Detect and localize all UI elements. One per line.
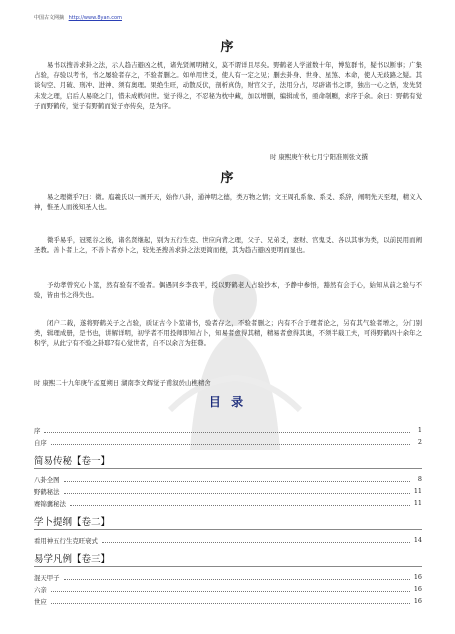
second-preface-paragraph-1: 易之理微乎?曰：微。庖羲氏以一画开天，始作八卦，通神明之德，类万物之情；文王周孔系象、系爻、系辞，阐明先天至理，精义入神，惟圣人而後知圣人也。 xyxy=(34,193,422,212)
toc-row-label: 世应 xyxy=(34,597,47,606)
preface-body: 易书以搜善求卦之法，示人趋吉避凶之机，诸先贤阐明精义，莫不谓详且尽矣。野鹤老人学道数十年，博览群书，疑书以断事；广集占验，存验以考书，书之屡验者存之，不验者删之。如单用世爻，使人有一定之见；删去卦身、世身、星煞、本命，使人无歧路之疑。其谈旬空、月破、刑冲、进神、须有奥理。果绝生旺，动散反伏，剖析真伪，财官父子，法用分占，尽辟诸书之谬，独出一心之悟，发先贤未发之理，启后人易晓之门，惜未成帙问世。觉子得之，不忍秘为枕中藏，加以增删，编辑成书，亟命剞劂，求序于余。余曰：野鹤有觉子而野鹤传，觉子有野鹤而觉子亦传矣，是为序。 xyxy=(34,61,422,110)
toc-leader-dots xyxy=(102,537,410,543)
toc-row-page: 1 xyxy=(417,426,422,434)
toc-leader-dots xyxy=(64,574,410,580)
toc-row-page: 11 xyxy=(413,499,422,507)
site-name: 中国古文网摘 xyxy=(34,15,65,21)
toc-row-page: 16 xyxy=(413,573,422,581)
toc-leader-dots xyxy=(64,476,410,482)
toc-leader-dots xyxy=(70,500,410,506)
toc-title: 目 录 xyxy=(208,395,247,409)
toc-row-page: 16 xyxy=(413,585,422,593)
toc-row[interactable] xyxy=(34,474,422,484)
second-preface-signature: 时 康熙二十九年庚午孟夏朔日 湖南李文辉觉子甫叙於山樵精舍 xyxy=(34,379,211,387)
toc-row[interactable] xyxy=(34,425,422,435)
toc-leader-dots xyxy=(64,488,410,494)
toc-row-page: 14 xyxy=(413,536,422,544)
toc-row-label: 混天甲子 xyxy=(34,573,60,582)
toc-row-label: 看用神五行生克旺衰式 xyxy=(34,536,98,545)
toc-row-label: 野鹤秘法 xyxy=(34,487,60,496)
preface-signature: 时 康熙庚午秋七月宁阳准则张文撰 xyxy=(270,153,368,161)
second-preface-paragraph-3: 予幼孝曾究心卜筮，然有验有不验者。偶遇同乡李我平，授以野鹤老人占验抄本，予静中参悟，豁然有会于心，始知从前之验与不验，皆由书之得失也。 xyxy=(34,281,422,300)
toc-leader-dots xyxy=(51,598,410,604)
toc-section-heading[interactable]: 学卜提纲【卷二】 xyxy=(34,513,422,530)
toc-row[interactable] xyxy=(34,584,422,594)
toc-row-label: 八卦全图 xyxy=(34,475,60,484)
toc-row-page: 16 xyxy=(413,597,422,605)
toc-section-heading[interactable]: 易学凡例【卷三】 xyxy=(34,550,422,567)
toc-leader-dots xyxy=(51,586,410,592)
toc-row-page: 11 xyxy=(413,487,422,495)
second-preface-paragraph-4: 闭户二载，遂将野鹤关子之占验，质证古今卜筮诸书，验者存之，不验者删之；内有不合于理者论之，另有其气验者增之，分门别类，辑理成册，是书也，讲解详明，初学者不用投师即知占卜，知易者愈得其精，精易者愈得其奥，不须半载工夫，可得野鹤四十余年之积学，从此宁有不验之卦耶?有心觉世者，自不以余言为狂瞽。 xyxy=(34,319,422,348)
toc-row-label: 六亲 xyxy=(34,585,47,594)
page-header xyxy=(34,14,122,21)
second-preface-paragraph-2: 微乎易乎，冠冕谷之後，诸名贤继起，别为五行生克、世应向背之理，父子、兄弟爻，妻财、官鬼爻、各以其事为类，以前民用而阐圣教。善卜者上之，不善卜者亦卜之，较先圣搜善求卦之法更简而便，其为趋吉避凶更明而显也。 xyxy=(34,236,422,255)
toc-row-label: 序 xyxy=(34,426,41,435)
toc-row[interactable] xyxy=(34,596,422,606)
toc-leader-dots xyxy=(44,427,410,433)
toc-row[interactable] xyxy=(34,437,422,447)
site-url-link[interactable]: http://www.8yan.com xyxy=(68,15,122,21)
toc-row[interactable] xyxy=(34,486,422,496)
toc-row-label: 自序 xyxy=(34,438,47,447)
toc-row-page: 2 xyxy=(417,438,422,446)
toc-row-label: 赛锦囊秘法 xyxy=(34,499,66,508)
toc-row[interactable] xyxy=(34,572,422,582)
toc-leader-dots xyxy=(51,439,410,445)
toc-row[interactable] xyxy=(34,498,422,508)
preface-title: 序 xyxy=(220,40,235,55)
toc-row[interactable] xyxy=(34,535,422,545)
second-preface-title: 序 xyxy=(220,171,235,186)
toc-row-page: 8 xyxy=(417,475,422,483)
toc-section-heading[interactable]: 简易传秘【卷一】 xyxy=(34,452,422,469)
